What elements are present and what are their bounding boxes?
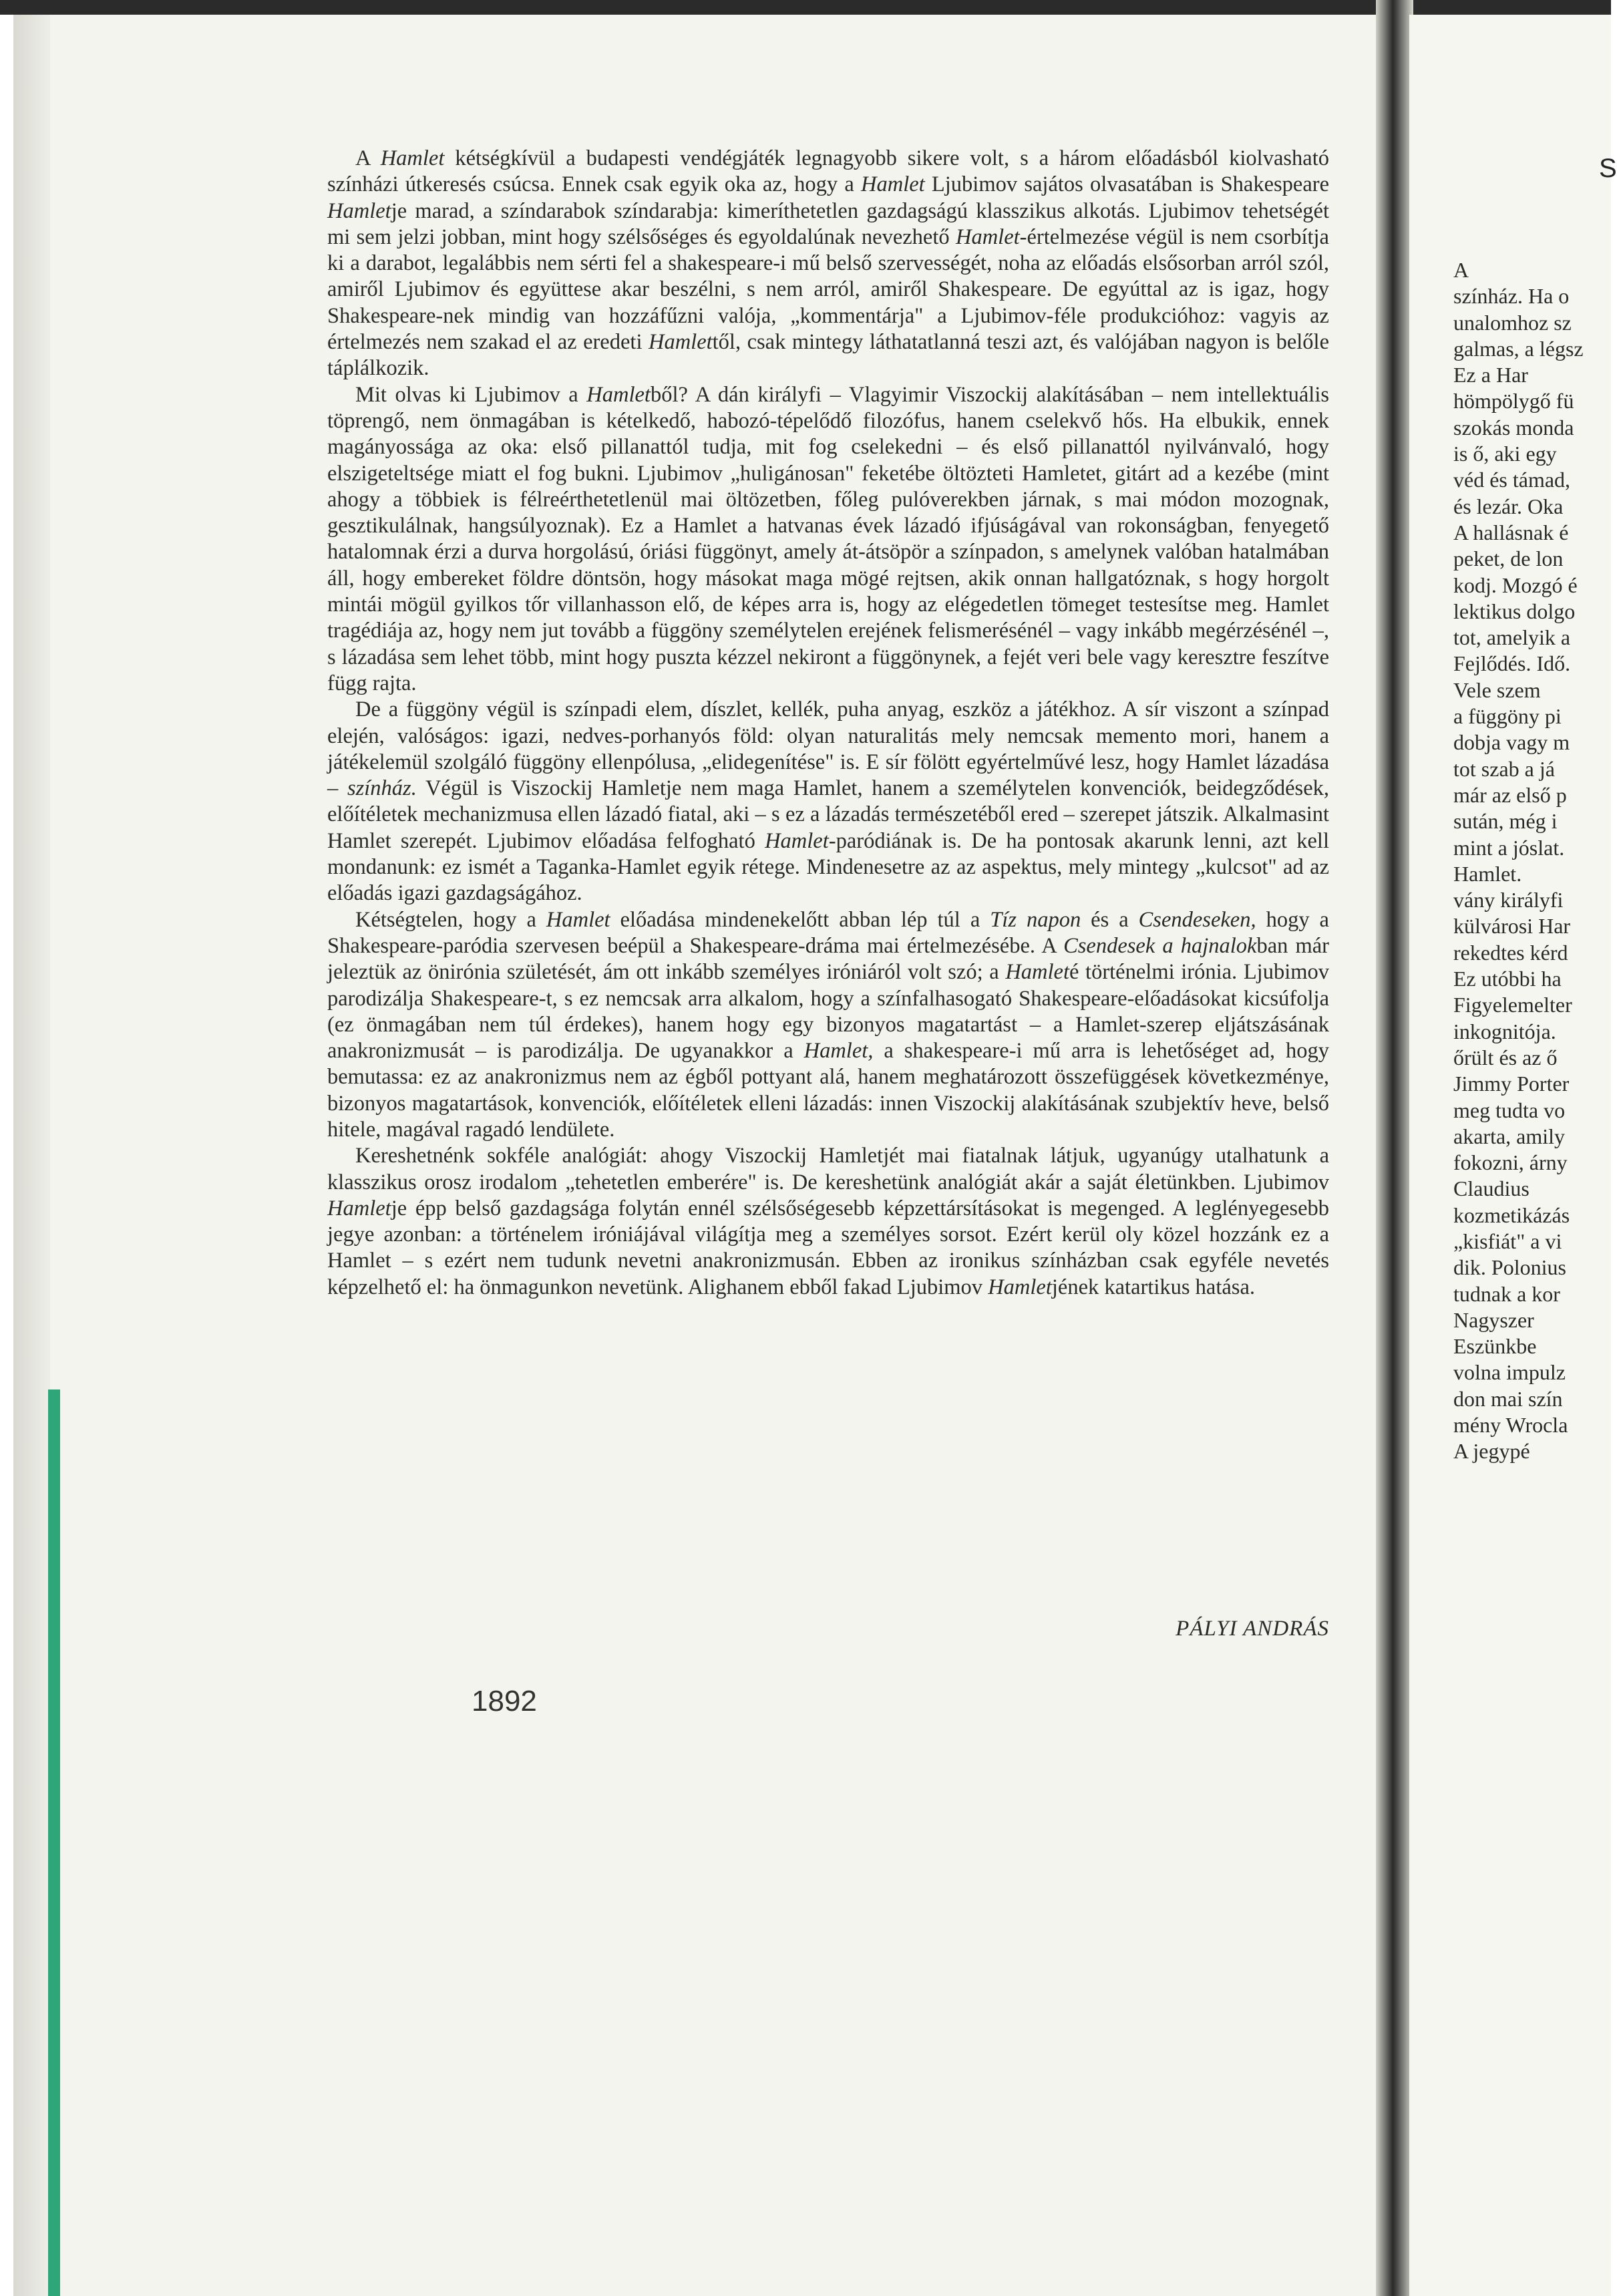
- right-page-line: Ez a Har: [1453, 363, 1528, 387]
- right-page-line: kodj. Mozgó é: [1453, 572, 1578, 597]
- right-page-line: A jegypé: [1453, 1439, 1530, 1464]
- italic-text-run: Hamlet,: [803, 1039, 874, 1063]
- right-page-line: kozmetikázás: [1453, 1202, 1570, 1227]
- italic-text-run: Hamlet: [1005, 960, 1069, 985]
- text-run: től, csak mintegy láthatatlanná teszi azt, és valójában nagyon is belőle táplálkozik.: [327, 330, 1329, 381]
- italic-text-run: Hamlet: [586, 382, 651, 407]
- italic-text-run: Hamlet: [955, 224, 1020, 249]
- text-run: és a: [1081, 907, 1139, 932]
- text-run: Kétségtelen, hogy a: [355, 907, 546, 932]
- article-paragraph: [327, 697, 1329, 907]
- text-run: hogy a Shakespeare-paródia szervesen beépül a Shakespeare-dráma mai értelmezésébe. A: [327, 907, 1329, 958]
- right-page-line: Vele szem: [1453, 677, 1541, 702]
- article-paragraph: [327, 907, 1329, 1144]
- text-run: Kereshetnénk sokféle analógiát: ahogy Viszockij Hamletjét mai fiatalnak látjuk, ugyanúgy utalhatunk a klasszikus orosz irodalom „tehetetlen emberére" is. De kereshetünk analógiát akár a saját életünkben. Ljubimov: [327, 1144, 1329, 1194]
- right-page-line: tot, amelyik a: [1453, 625, 1571, 650]
- italic-text-run: Hamlet: [546, 907, 610, 932]
- right-page-line: A hallásnak é: [1453, 520, 1569, 544]
- right-page-line: mint a jóslat.: [1453, 835, 1565, 860]
- article-paragraph: [327, 382, 1329, 697]
- right-page-line: vány királyfi: [1453, 888, 1564, 913]
- right-page-line: dik. Polonius: [1453, 1255, 1566, 1280]
- right-page-line: volna impulz: [1453, 1360, 1566, 1385]
- right-page-line: Hamlet.: [1453, 861, 1522, 886]
- italic-text-run: Tíz napon: [990, 907, 1081, 932]
- italic-text-run: Csendesek a hajnalok: [1063, 933, 1257, 958]
- right-page-line: külvárosi Har: [1453, 914, 1571, 939]
- text-run: é történelmi irónia. Ljubimov parodizálja Shakespeare-t, s ez nemcsak arra alkalom, hogy a színfalhasogató Shakespeare-előadásokat kicsúfolja (ez önmagában nem túl érdekes), hanem hogy egy bizonyos magatartást – a Hamlet-szerep eljátszásának anakronizmusát – is parodizálja. De ugyanakkor a: [327, 960, 1330, 1063]
- right-page-line: Fejlődés. Idő.: [1453, 651, 1571, 676]
- text-run: Mit olvas ki Ljubimov a: [355, 382, 587, 407]
- page-number: 1892: [472, 1685, 537, 1717]
- right-page-line: don mai szín: [1453, 1386, 1563, 1411]
- book-cover-edge: [48, 1389, 60, 2296]
- right-page-line: és lezár. Oka: [1453, 494, 1564, 518]
- right-page-line: őrült és az ő: [1453, 1045, 1558, 1070]
- left-page-edge: [13, 15, 50, 2296]
- text-run: je épp belső gazdagsága folytán ennél szélsőségesebb képzettársításokat is megenged. A leglényegesebb jegye azonban: a történelem iróniájával világítja meg a személyes sorsot. Ezért kerül oly közel hozzánk ez a Hamlet – s ezért nem tudunk nevetni anakronizmusán. Ebben az ironikus színházban csak egyféle nevetés képzelhető el: ha önmagunkon nevetünk. Alighanem ebből fakad Ljubimov: [327, 1196, 1329, 1299]
- right-page-line: Claudius: [1453, 1176, 1530, 1201]
- right-page-line: színház. Ha o: [1453, 284, 1570, 309]
- text-run: A: [355, 146, 381, 170]
- right-page-line: hömpölygő fü: [1453, 389, 1574, 414]
- right-page-line: A: [1453, 258, 1469, 282]
- italic-text-run: Hamlet: [861, 172, 925, 197]
- italic-text-run: Hamlet: [648, 330, 713, 355]
- text-run: je marad, a színdarabok színdarabja: kimeríthetetlen gazdagságú klasszikus alkotás. Ljubimov tehetségét mi sem jelzi jobban, mint hogy szélsőséges és egyoldalúnak nevezhető: [327, 198, 1329, 249]
- text-run: De a függöny végül is színpadi elem, díszlet, kellék, puha anyag, eszköz a játékhoz. A sír viszont a színpad elején, valóságos: igazi, nedves-porhanyós föld: olyan naturalitás mely nemcsak memento mori, hanem a játékelemül szolgáló függöny ellenpólusa, „elidegenítése" is. E sír fölött egyértelművé lesz, hogy Hamlet lázadása –: [327, 697, 1329, 801]
- right-page-line: tudnak a kor: [1453, 1281, 1560, 1306]
- right-page-line: szokás monda: [1453, 415, 1574, 440]
- right-page-line: unalomhoz sz: [1453, 310, 1572, 335]
- text-run: -értelmezése végül is nem csorbítja ki a darabot, legalábbis nem sérti fel a shakespeare-i mű belső szervességét, noha az előadás elsősorban arról szól, amiről Ljubimov és együttese akar beszélni, s nem arról, amiről Shakespeare. De egyúttal az is igaz, hogy Shakespeare-nek mindig van hozzáfűzni valója, „kommentárja" a Ljubimov-féle produkcióhoz: vagyis az értelmezés nem szakad el az eredeti: [327, 224, 1329, 355]
- book-gutter: [1376, 0, 1413, 2296]
- italic-text-run: Hamlet: [327, 198, 391, 223]
- right-page-line: meg tudta vo: [1453, 1098, 1566, 1122]
- text-run: Végül is Viszockij Hamletje nem maga Hamlet, hanem a személytelen konvenciók, beidegződések, előítéletek mechanizmusa ellen lázadó fiatal, aki – s ez a lázadás természetéből ered – szerepet játszik. Alkalmasint Hamlet szerepét. Ljubimov előadása felfogható: [327, 776, 1329, 853]
- italic-text-run: Hamlet: [327, 1196, 391, 1220]
- right-page-line: Figyelemelter: [1453, 993, 1572, 1017]
- right-page-text: [1453, 257, 1611, 1465]
- text-run: ből? A dán királyfi – Vlagyimir Viszockij alakításában – nem intellektuális töprengő, nem önmagában is kételkedő, habozó-tépelődő filozófus, hanem cselekvő hős. Ha elbukik, ennek magányossága az oka: első pillanattól tudja, mit fog cselekedni – és első pillanattól nyilvánvaló, hogy elszigeteltsége miatt el fog bukni. Ljubimov „huligánosan" feketébe öltözteti Hamletet, gitárt ad a kezébe (mint ahogy a többiek is félreérthetetlenül mai öltözetben, főleg pulóverekben járnak, s mai módon mozognak, gesztikulálnak, hangsúlyoznak). Ez a Hamlet a hatvanas évek lázadó ifjúságával van rokonságban, fenyegető hatalomnak érzi a durva horgolású, óriási függönyt, amely át-átsöpör a színpadon, s amelynek valóban hatalmában áll, hogy embereket földre döntsön, hogy másokat maga mögé rejtsen, akik onnan hallgatóznak, s hogy horgolt mintái mögül gyilkos tőr villanhasson elő, de képes arra is, hogy az elégedetlen tömeget testesítse meg. Hamlet tragédiája az, hogy nem jut tovább a függöny személytelen erejének felismerésénél – vagy inkább megérzésénél –, s lázadása sem lehet több, mint hogy puszta kézzel nekiront a függönynek, a fejét veri bele vagy keresztre feszítve függ rajta.: [327, 382, 1329, 695]
- italic-text-run: színház.: [347, 776, 417, 801]
- text-run: kétségkívül a budapesti vendégjáték legnagyobb sikere volt, s a három előadásból kiolvasható színházi útkeresés csúcsa. Ennek csak egyik oka az, hogy a: [327, 146, 1329, 197]
- right-page-line: tot szab a já: [1453, 756, 1555, 781]
- right-page-heading: S: [1599, 154, 1617, 183]
- right-page-line: fokozni, árny: [1453, 1150, 1568, 1175]
- right-page-line: is ő, aki egy: [1453, 442, 1557, 466]
- right-page-line: galmas, a légsz: [1453, 336, 1584, 361]
- right-page-line: rekedtes kérd: [1453, 940, 1568, 965]
- text-run: a shakespeare-i mű arra is lehetőséget ad, hogy bemutassa: ez az anakronizmus nem az égből pottyant alá, hanem meghatározott összefüggések következménye, bizonyos magatartások, konvenciók, előítéletek elleni lázadás: innen Viszockij alakításának szubjektív heve, belső hitele, magával ragadó lendülete.: [327, 1039, 1329, 1142]
- text-run: -paródiának is. De ha pontosak akarunk lenni, azt kell mondanunk: ez ismét a Taganka-Hamlet egyik rétege. Mindenesetre az az aspektus, mely mintegy „kulcsot" ad az előadás igazi gazdagságához.: [327, 828, 1329, 906]
- text-run: jének katartikus hatása.: [1051, 1275, 1255, 1299]
- text-run: ban már jeleztük az önirónia születését, ám ott inkább személyes iróniáról volt szó; a: [327, 933, 1329, 985]
- article-body: [327, 146, 1329, 1301]
- right-page-line: peket, de lon: [1453, 546, 1564, 571]
- scan-top-border: [0, 0, 1611, 15]
- italic-text-run: Hamlet: [765, 828, 829, 853]
- article-paragraph: [327, 146, 1329, 382]
- right-page-line: már az első p: [1453, 782, 1567, 807]
- author-signature: PÁLYI ANDRÁS: [1176, 1617, 1329, 1641]
- right-page-line: sután, még i: [1453, 809, 1558, 834]
- right-page-line: Eszünkbe: [1453, 1334, 1537, 1359]
- right-page-line: inkognitója.: [1453, 1019, 1556, 1043]
- right-page-line: véd és támad,: [1453, 468, 1571, 492]
- italic-text-run: Hamlet: [988, 1275, 1052, 1299]
- right-page-line: akarta, amily: [1453, 1124, 1566, 1148]
- italic-text-run: Hamlet: [380, 146, 445, 170]
- right-page-line: a függöny pi: [1453, 704, 1562, 729]
- right-page-line: Jimmy Porter: [1453, 1072, 1570, 1096]
- text-run: előadása mindenekelőtt abban lép túl a: [610, 907, 991, 932]
- right-page-line: Nagyszer: [1453, 1307, 1534, 1332]
- article-paragraph: [327, 1143, 1329, 1301]
- right-page-line: „kisfiát" a vi: [1453, 1228, 1562, 1253]
- italic-text-run: Csendeseken,: [1138, 907, 1256, 932]
- right-page-line: mény Wrocla: [1453, 1413, 1568, 1438]
- right-page-line: Ez utóbbi ha: [1453, 967, 1562, 991]
- text-run: Ljubimov sajátos olvasatában is Shakespeare: [924, 172, 1330, 197]
- right-page-line: dobja vagy m: [1453, 730, 1570, 755]
- right-page-line: lektikus dolgo: [1453, 599, 1576, 623]
